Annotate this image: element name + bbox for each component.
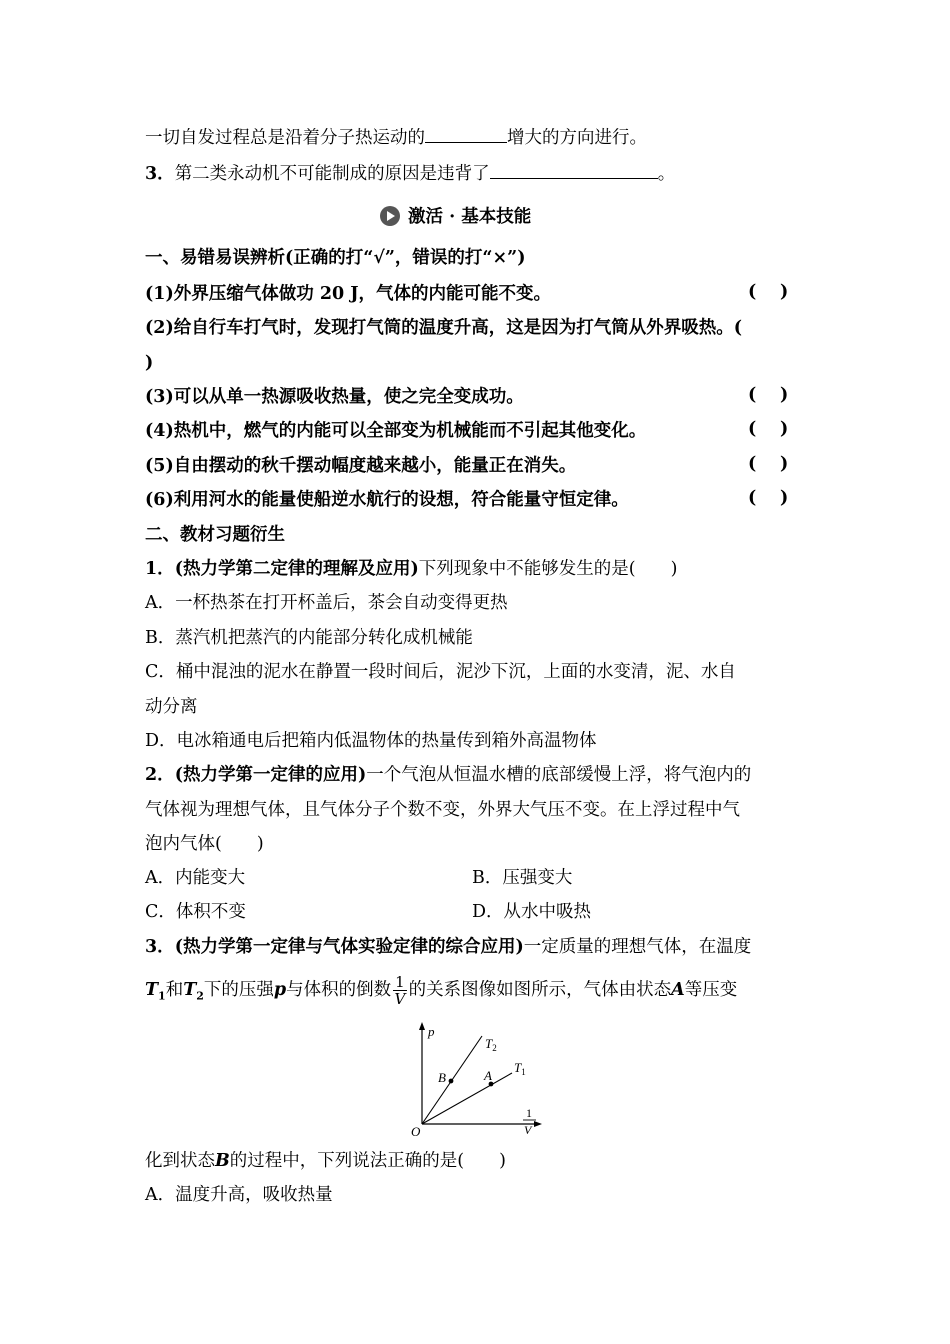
var-b: B bbox=[215, 1151, 230, 1171]
line-t1 bbox=[422, 1073, 512, 1124]
frac-den: V bbox=[394, 990, 406, 1008]
option-c[interactable]: C．桶中混浊的泥水在静置一段时间后，泥沙下沉，上面的水变清，泥、水自 bbox=[145, 662, 736, 682]
text: 下的压强 bbox=[203, 980, 274, 1000]
fraction bbox=[393, 974, 407, 1007]
text: 的关系图像如图所示，气体由状态 bbox=[408, 980, 672, 1000]
paren-right: ) bbox=[780, 454, 789, 474]
text: 增大的方向进行。 bbox=[507, 128, 647, 148]
paren-right: ) bbox=[780, 282, 789, 302]
judge-item: (4)热机中，燃气的内能可以全部变为机械能而不引起其他变化。 bbox=[145, 421, 647, 441]
stem-text: 下列现象中不能够发生的是( ) bbox=[418, 559, 678, 579]
var-t: T bbox=[183, 980, 197, 1000]
play-circle-icon bbox=[380, 206, 400, 226]
stem-line bbox=[145, 974, 815, 1009]
option-d[interactable]: D．从水中吸热 bbox=[472, 902, 592, 922]
point-a-label: A bbox=[484, 1068, 492, 1083]
judge-item: (1)外界压缩气体做功 20 J，气体的内能可能不变。 bbox=[145, 284, 552, 304]
option-a[interactable]: A．一杯热茶在打开杯盖后，茶会自动变得更热 bbox=[145, 593, 508, 613]
section-heading: 二、教材习题衍生 bbox=[145, 525, 285, 545]
section-banner bbox=[380, 203, 531, 228]
text: 和 bbox=[165, 980, 184, 1000]
option-b[interactable]: B．蒸汽机把蒸汽的内能部分转化成机械能 bbox=[145, 628, 473, 648]
answer-paren[interactable] bbox=[748, 454, 812, 474]
question-number: 3． bbox=[145, 937, 175, 957]
option-a[interactable]: A．温度升高，吸收热量 bbox=[145, 1185, 333, 1205]
text: 与体积的倒数 bbox=[286, 980, 392, 1000]
judge-item: (2)给自行车打气时，发现打气筒的温度升高，这是因为打气筒从外界吸热。( bbox=[145, 318, 743, 338]
text: 第二类永动机不可能制成的原因是违背了 bbox=[174, 164, 490, 184]
question-number: 2． bbox=[145, 765, 175, 785]
answer-paren[interactable] bbox=[748, 419, 812, 439]
paren-left: ( bbox=[748, 385, 757, 405]
answer-paren[interactable] bbox=[748, 488, 812, 508]
t2-label bbox=[485, 1036, 497, 1053]
text: 等压变 bbox=[684, 980, 738, 1000]
paren-left: ( bbox=[748, 488, 757, 508]
p-1v-graph bbox=[400, 1020, 550, 1140]
paren-right: ) bbox=[780, 419, 789, 439]
t1-t: T bbox=[514, 1060, 522, 1075]
y-axis-arrow bbox=[419, 1022, 425, 1030]
subscript: 1 bbox=[158, 989, 166, 1003]
option-c-continued: 动分离 bbox=[145, 697, 198, 717]
fill-blank[interactable] bbox=[425, 124, 507, 143]
text: 。 bbox=[657, 164, 676, 184]
heading-text: 一、易错易误辨析 bbox=[145, 248, 285, 268]
stem-text: 泡内气体( ) bbox=[145, 834, 264, 854]
question-number: 1． bbox=[145, 559, 175, 579]
frac-num: 1 bbox=[395, 973, 405, 991]
x-axis-label-den: V bbox=[524, 1123, 532, 1137]
option-a[interactable]: A．内能变大 bbox=[145, 868, 246, 888]
point-b-label: B bbox=[438, 1070, 446, 1085]
option-b[interactable]: B．压强变大 bbox=[472, 868, 573, 888]
point-b bbox=[449, 1079, 454, 1084]
question-stem bbox=[145, 763, 815, 787]
judge-item: (6)利用河水的能量使船逆水航行的设想，符合能量守恒定律。 bbox=[145, 490, 629, 510]
t1-sub: 1 bbox=[521, 1067, 526, 1077]
question-topic: (热力学第一定律的应用) bbox=[174, 765, 367, 785]
text-line bbox=[145, 124, 815, 150]
paren-left: ( bbox=[748, 282, 757, 302]
option-d[interactable]: D．电冰箱通电后把箱内低温物体的热量传到箱外高温物体 bbox=[145, 731, 597, 751]
paren-right: ) bbox=[780, 488, 789, 508]
paren-left: ( bbox=[748, 419, 757, 439]
origin-label: O bbox=[411, 1124, 421, 1139]
question-number: 3． bbox=[145, 164, 175, 184]
t2-t: T bbox=[485, 1036, 493, 1051]
var-p: p bbox=[273, 980, 287, 1000]
x-axis-arrow bbox=[534, 1121, 542, 1127]
judge-item-continued: ) bbox=[145, 353, 154, 373]
t1-label bbox=[514, 1060, 526, 1077]
banner-title: 激活 · 基本技能 bbox=[408, 207, 532, 227]
question-topic: (热力学第二定律的理解及应用) bbox=[174, 559, 419, 579]
t2-sub: 2 bbox=[492, 1043, 497, 1053]
answer-paren[interactable] bbox=[748, 282, 812, 302]
paren-left: ( bbox=[748, 454, 757, 474]
question-topic: (热力学第一定律与气体实验定律的综合应用) bbox=[174, 937, 524, 957]
text: 一切自发过程总是沿着分子热运动的 bbox=[145, 128, 425, 148]
section-heading bbox=[145, 246, 815, 270]
stem-line bbox=[145, 1149, 815, 1173]
var-t: T bbox=[145, 980, 159, 1000]
var-a: A bbox=[671, 980, 685, 1000]
stem-text: 气体视为理想气体，且气体分子个数不变，外界大气压不变。在上浮过程中气 bbox=[145, 800, 740, 820]
judge-item: (3)可以从单一热源吸收热量，使之完全变成功。 bbox=[145, 387, 524, 407]
instruction: (正确的打“√”，错误的打“×”) bbox=[285, 248, 526, 268]
answer-paren[interactable] bbox=[748, 385, 812, 405]
text-line bbox=[145, 160, 815, 186]
question-stem bbox=[145, 557, 815, 581]
y-axis-label: p bbox=[428, 1024, 435, 1039]
x-axis-label-num: 1 bbox=[526, 1106, 532, 1120]
text: 化到状态 bbox=[145, 1151, 215, 1171]
question-stem bbox=[145, 935, 815, 959]
stem-text: 一定质量的理想气体，在温度 bbox=[523, 937, 752, 957]
text: 的过程中，下列说法正确的是( ) bbox=[229, 1151, 506, 1171]
stem-text: 一个气泡从恒温水槽的底部缓慢上浮，将气泡内的 bbox=[366, 765, 752, 785]
judge-item: (5)自由摆动的秋千摆动幅度越来越小，能量正在消失。 bbox=[145, 456, 577, 476]
fill-blank[interactable] bbox=[490, 160, 658, 179]
subscript: 2 bbox=[196, 989, 204, 1003]
paren-right: ) bbox=[780, 385, 789, 405]
option-c[interactable]: C．体积不变 bbox=[145, 902, 246, 922]
